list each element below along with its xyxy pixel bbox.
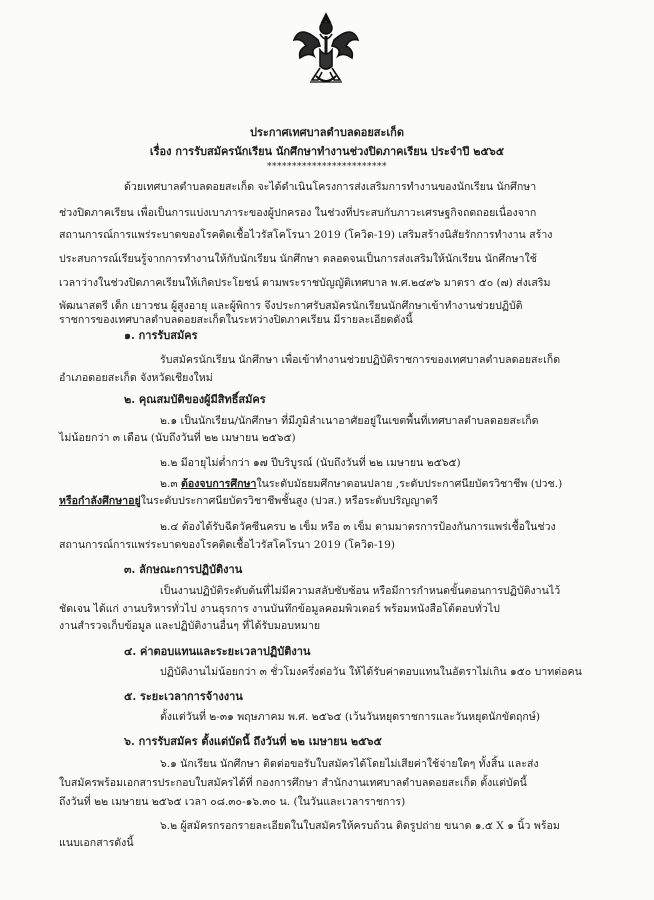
section-3-title: ๓. ลักษณะการปฏิบัติงาน [124, 563, 243, 576]
section-6-2-line: แนบเอกสารดังนี้ [59, 837, 134, 849]
intro-line: เวลาว่างในช่วงปิดภาคเรียนให้เกิดประโยชน์ ตามพระราชบัญญัติเทศบาล พ.ศ.๒๔๙๖ มาตรา ๕๐ (๗) ส่งเสริม [59, 277, 551, 289]
section-6-1-line: ๖.๑ นักเรียน นักศึกษา ติดต่อขอรับใบสมัครได้โดยไม่เสียค่าใช้จ่ายใดๆ ทั้งสิ้น และส่ง [160, 758, 539, 770]
section-1-line: อำเภอดอยสะเก็ด จังหวัดเชียงใหม่ [59, 372, 213, 384]
section-2-4-line: ๒.๔ ต้องได้รับฉีดวัคซีนครบ ๒ เข็ม หรือ ๓ เข็ม ตามมาตรการป้องกันการแพร่เชื้อในช่วง [160, 521, 556, 533]
announcement-title: ประกาศเทศบาลตำบลดอยสะเก็ด [250, 126, 404, 139]
section-4-line: ปฏิบัติงานไม่น้อยกว่า ๓ ชั่วโมงครึ่งต่อวัน ให้ได้รับค่าตอบแทนในอัตราไม่เกิน ๑๕๐ บาทต่อคน [160, 666, 582, 678]
section-6-1-line: ถึงวันที่ ๒๒ เมษายน ๒๕๖๕ เวลา ๐๘.๓๐-๑๖.๓๐ น. (ในวันและเวลาราชการ) [59, 796, 406, 808]
section-6-2-line: ๖.๒ ผู้สมัครกรอกรายละเอียดในใบสมัครให้ครบถ้วน ติดรูปถ่าย ขนาด ๑.๕ X ๑ นิ้ว พร้อม [160, 820, 560, 832]
section-2-4-line: สถานการณ์การแพร่ระบาดของโรคติดเชื้อไวรัสโคโรนา 2019 (โควิด-19) [59, 539, 396, 551]
intro-line: พัฒนาสตรี เด็ก เยาวชน ผู้สูงอายุ และผู้พิการ จึงประกาศรับสมัครนักเรียนนักศึกษาเข้าทำงานช่วยปฏิบัติ [59, 300, 523, 312]
section-2-title: ๒. คุณสมบัติของผู้มีสิทธิ์สมัคร [124, 393, 266, 406]
section-2-3-rest: ในระดับมัธยมศึกษาตอนปลาย ,ระดับประกาศนียบัตรวิชาชีพ (ปวช.) [256, 478, 563, 490]
intro-line: ประสบการณ์เรียนรู้จากการทำงานให้กับนักเรียน นักศึกษา ตลอดจนเป็นการส่งเสริมให้นักเรียน นักศึกษาใช้ [59, 253, 537, 265]
intro-line: ราชการของเทศบาลตำบลดอยสะเก็ดในระหว่างปิดภาคเรียน มีรายละเอียดดังนี้ [59, 314, 413, 326]
section-6-title: ๖. การรับสมัคร ตั้งแต่บัดนี้ ถึงวันที่ ๒๒ เมษายน ๒๕๖๕ [124, 735, 382, 748]
title-separator: ************************ [267, 162, 387, 172]
section-2-3-prefix: ๒.๓ [160, 478, 181, 490]
section-3-line: เป็นงานปฏิบัติระดับต้นที่ไม่มีความสลับซับซ้อน หรือมีการกำหนดขั้นตอนการปฏิบัติงานไว้ [160, 585, 561, 597]
section-6-1-line: ใบสมัครพร้อมเอกสารประกอบใบสมัครได้ที่ กองการศึกษา สำนักงานเทศบาลตำบลดอยสะเก็ด ตั้งแต่บัดนี้ [59, 777, 527, 789]
section-3-line: งานสำรวจเก็บข้อมูล และปฏิบัติงานอื่นๆ ที่ได้รับมอบหมาย [59, 620, 321, 632]
intro-line: สถานการณ์การแพร่ระบาดของโรคติดเชื้อไวรัสโคโรนา 2019 (โควิด-19) เสริมสร้างนิสัยรักการทำงาน สร้าง [59, 229, 553, 241]
garuda-emblem-icon [290, 10, 362, 88]
section-4-title: ๔. ค่าตอบแทนและระยะเวลาปฏิบัติงาน [124, 645, 311, 658]
section-2-3b-line [59, 494, 438, 508]
section-2-3-underlined: ต้องจบการศึกษา [180, 478, 257, 490]
intro-line: ช่วงปิดภาคเรียน เพื่อเป็นการแบ่งเบาภาระของผู้ปกครอง ในช่วงที่ประสบกับภาวะเศรษฐกิจถดถอยเนื่องจาก [59, 207, 537, 219]
section-1-line: รับสมัครนักเรียน นักศึกษา เพื่อเข้าทำงานช่วยปฏิบัติราชการของเทศบาลตำบลดอยสะเก็ด [160, 354, 561, 366]
section-2-3-line [160, 477, 562, 491]
section-2-3b-rest: ในระดับประกาศนียบัตรวิชาชีพชั้นสูง (ปวส.) หรือระดับปริญญาตรี [140, 495, 438, 507]
section-2-3b-underlined: หรือกำลังศึกษาอยู่ [59, 495, 141, 507]
announcement-subject: เรื่อง การรับสมัครนักเรียน นักศึกษาทำงานช่วงปิดภาคเรียน ประจำปี ๒๕๖๕ [149, 145, 505, 158]
section-5-line: ตั้งแต่วันที่ ๒-๓๑ พฤษภาคม พ.ศ. ๒๕๖๕ (เว้นวันหยุดราชการและวันหยุดนักขัตฤกษ์) [160, 711, 540, 723]
section-2-1-line: ๒.๑ เป็นนักเรียน/นักศึกษา ที่มีภูมิลำเนาอาศัยอยู่ในเขตพื้นที่เทศบาลตำบลดอยสะเก็ด [160, 415, 539, 427]
intro-line: ด้วยเทศบาลตำบลดอยสะเก็ด จะได้ดำเนินโครงการส่งเสริมการทำงานของนักเรียน นักศึกษา [124, 181, 537, 193]
section-5-title: ๕. ระยะเวลาการจ้างงาน [124, 690, 243, 703]
section-1-title: ๑. การรับสมัคร [124, 329, 198, 342]
section-2-2-line: ๒.๒ มีอายุไม่ต่ำกว่า ๑๗ ปีบริบูรณ์ (นับถึงวันที่ ๒๒ เมษายน ๒๕๖๕) [160, 457, 461, 469]
section-3-line: ชัดเจน ได้แก่ งานบริหารทั่วไป งานธุรการ งานบันทึกข้อมูลคอมพิวเตอร์ พร้อมหนังสือโต้ตอบทั่วไป [59, 603, 500, 615]
section-2-1-line: ไม่น้อยกว่า ๓ เดือน (นับถึงวันที่ ๒๒ เมษายน ๒๕๖๕) [59, 432, 296, 444]
